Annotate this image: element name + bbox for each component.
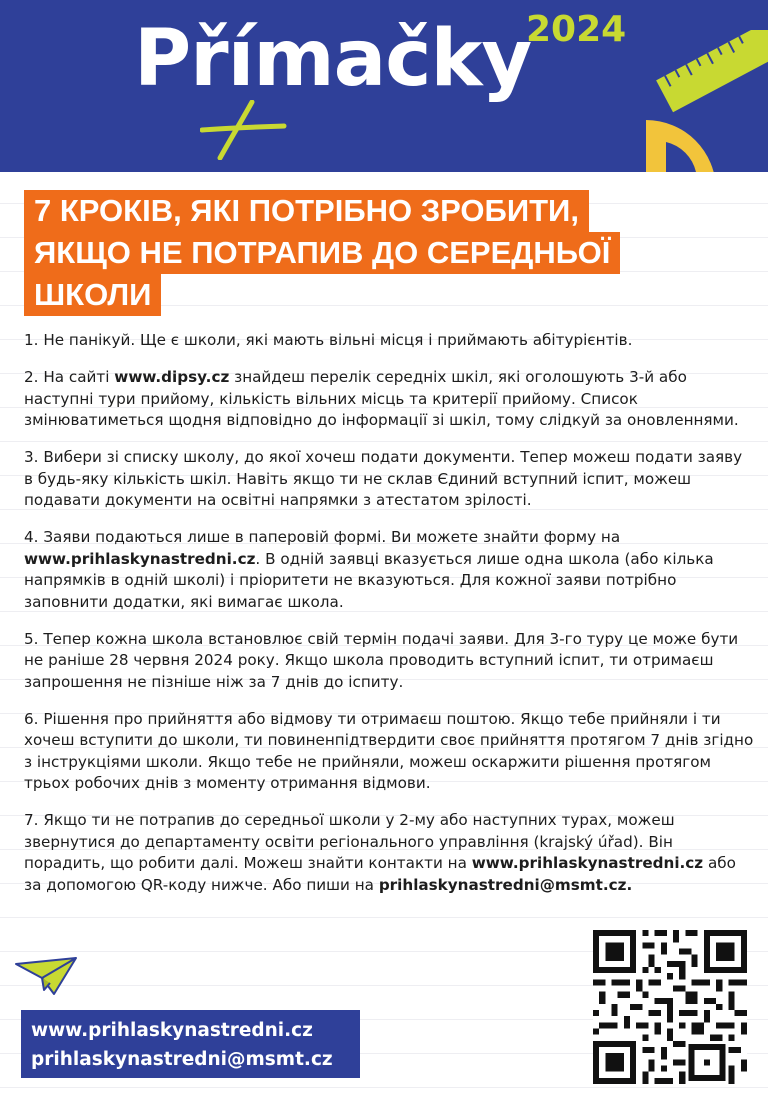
step-7-text-b: або за допомогою QR-коду нижче. Або пиши на: [24, 854, 736, 894]
qr-code[interactable]: [593, 930, 747, 1084]
contact-url[interactable]: www.prihlaskynastredni.cz: [31, 1020, 313, 1041]
paper-plane-icon: [14, 956, 78, 996]
step-2-text-a: 2. На сайті: [24, 368, 115, 386]
headline: [24, 190, 676, 316]
step-6: [24, 709, 754, 795]
step-7-link[interactable]: www.prihlaskynastredni.cz: [471, 854, 704, 872]
header-banner: [0, 0, 768, 172]
step-6-text: 6. Рішення про прийняття або відмову ти отримаєш поштою. Якщо тебе прийняли і ти хочеш вступити до школи, ти повиненпідтвердити своє прийняття протягом 7 днів згідно з інструкціями школи. Якщо тебе не прийняли, можеш оскаржити рішення протягом трьох робочих днів з моменту отримання відмови.: [24, 709, 754, 792]
step-3-text: 3. Вибери зі списку школу, до якої хочеш подати документи. Тепер можеш подати заяву в будь-яку кількість шкіл. Навіть якщо ти не склав Єдиний вступний іспит, можеш подавати документи на освітні напрямки з атестатом зрілості.: [24, 448, 743, 509]
step-3: [24, 447, 754, 512]
step-4-text-b: . В одній заявці вказується лише одна школа (або кілька напрямків в одній школі) і пріоритети не вказуються. Для кожної заяви потрібно заповнити додатки, які вимагає школа.: [24, 549, 714, 611]
step-1-text: 1. Не панікуй. Ще є школи, які мають вільні місця і приймають абітурієнтів.: [24, 331, 633, 349]
step-7-text-a: 7. Якщо ти не потрапив до середньої школи у 2-му або наступних турах, можеш звернутися до департаменту освіти регіонального управління (krajský úřad). Він порадить, що робити далі. Можеш знайти контакти на: [24, 811, 675, 872]
step-4: [24, 527, 754, 613]
ruler-protractor-icon: [636, 30, 768, 172]
step-5-text: 5. Тепер кожна школа встановлює свій термін подачі заяви. Для 3-го туру це може бути не раніше 28 червня 2024 року. Якщо школа проводить вступний іспит, ти отримаєш запрошення не пізніше ніж за 7 днів до іспиту.: [24, 629, 739, 691]
step-2-text-b: знайдеш перелік середніх шкіл, які оголошують 3-й або наступні тури прийому, кількість вільних місць та критерії прийому. Список змінюватиметься щодня відповідно до інформації зі шкіл, тому слідкуй за оновленнями.: [24, 368, 739, 429]
contact-box: [21, 1010, 360, 1078]
step-5: [24, 629, 754, 694]
step-2-link[interactable]: www.dipsy.cz: [114, 368, 230, 386]
contact-email[interactable]: prihlaskynastredni@msmt.cz: [31, 1049, 333, 1070]
steps-list: [24, 330, 754, 912]
logo-title: Přímačky: [134, 14, 532, 104]
step-7: [24, 810, 754, 896]
logo-year: 2024: [526, 9, 627, 50]
step-7-email[interactable]: prihlaskynastredni@msmt.cz.: [378, 875, 633, 894]
headline-line-1: 7 КРОКІВ, ЯКІ ПОТРІБНО ЗРОБИТИ,: [24, 190, 589, 232]
step-4-text-a: 4. Заяви подаються лише в паперовій формі. Ви можете знайти форму на: [24, 528, 621, 546]
step-1: [24, 330, 754, 352]
step-2: [24, 367, 754, 432]
step-4-link[interactable]: www.prihlaskynastredni.cz: [24, 549, 256, 568]
pencil-cross-icon: [200, 100, 290, 160]
headline-line-2: ЯКЩО НЕ ПОТРАПИВ ДО СЕРЕДНЬОЇ: [24, 232, 620, 274]
headline-line-3: ШКОЛИ: [24, 274, 161, 316]
